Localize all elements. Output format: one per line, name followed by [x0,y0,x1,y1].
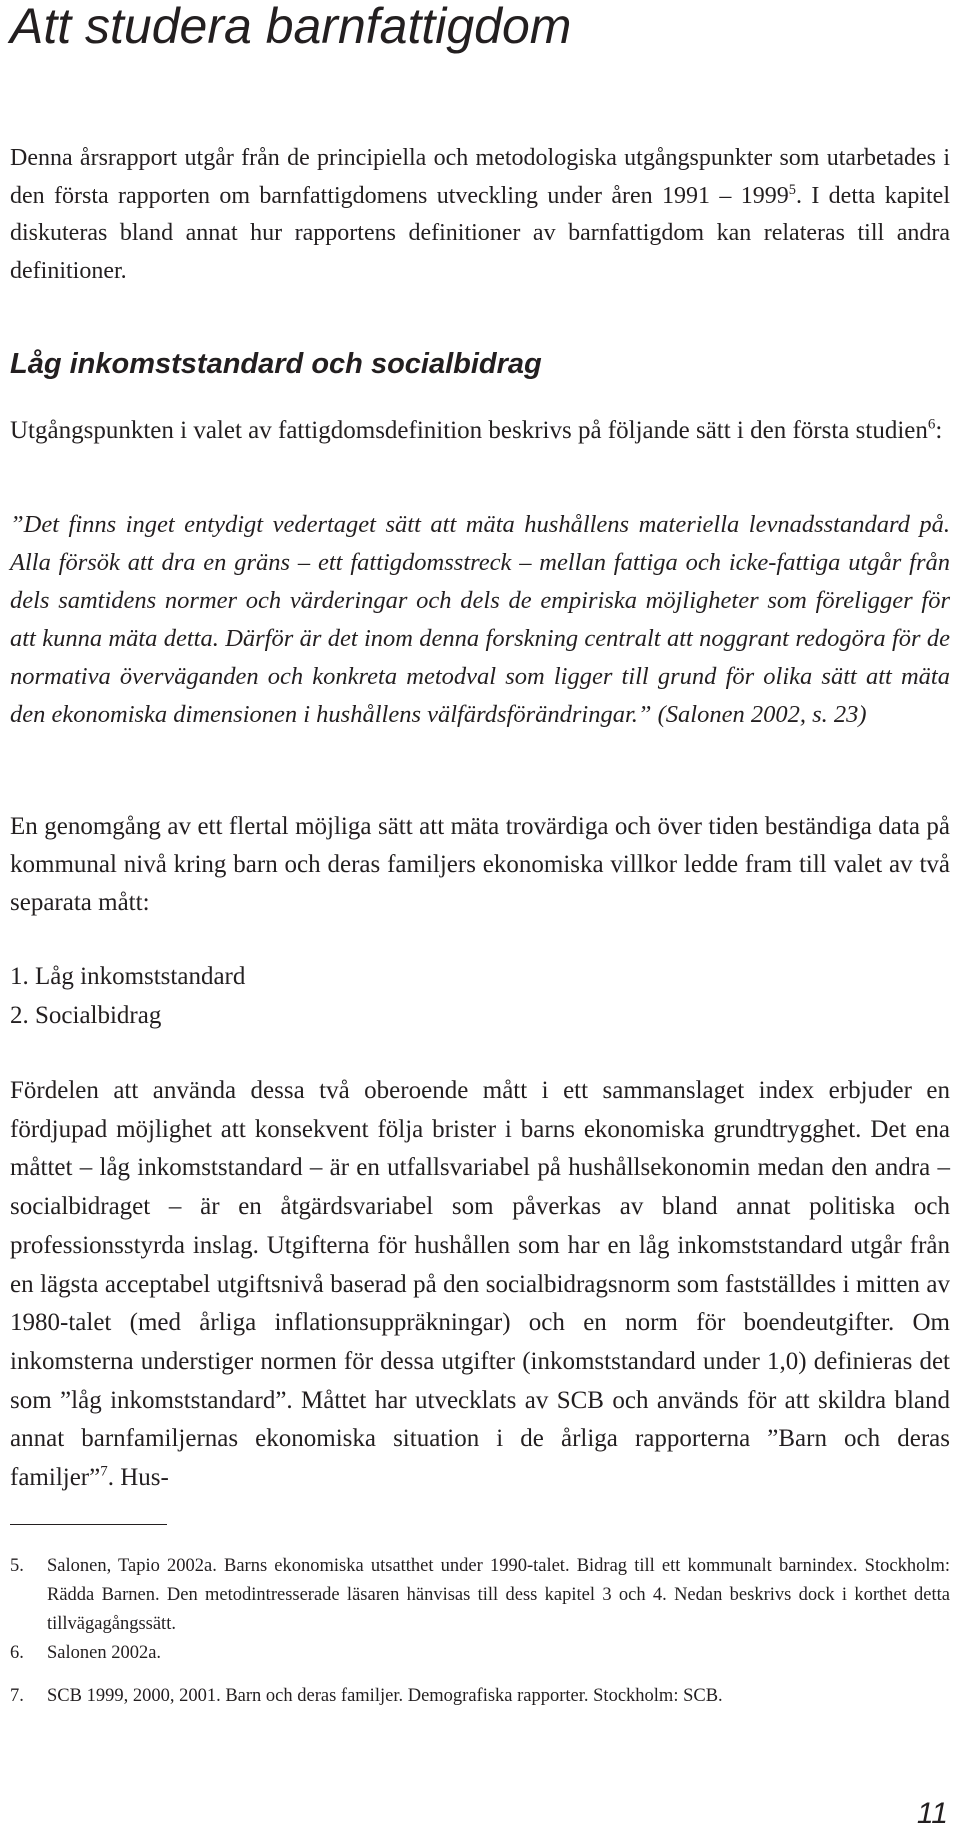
intro-text-part-1: Denna årsrapport utgår från de principiella och metodologiska utgångspunkter som utarbetades i den första rapporten om barnfattigdomens utveckling under åren 1991 – 1999 [10,145,950,209]
review-paragraph: En genomgång av ett flertal möjliga sätt att mäta trovärdiga och över tiden beständiga data på kommunal nivå kring barn och deras familjers ekonomiska villkor ledde fram till valet av två separata mått: [10,813,950,916]
list-item: 1. Låg inkomststandard [10,963,246,990]
measures-list [10,957,245,1035]
footnote-item [10,1682,950,1711]
footnote-ref-7: 7 [100,1463,108,1480]
advantage-text: Fördelen att använda dessa två oberoende mått i ett sammanslaget index erbjuder en fördjupad möjlighet att konsekvent följa brister i barns ekonomiska grundtrygghet. Det ena måttet – låg inkomststandard – är en utfallsvariabel på hushållsekonomin medan den andra – socialbidraget – är en åtgärdsvariabel som påverkas av bland annat politiska och professionsstyrda inslag. Utgifterna för hushållen som har en låg inkomststandard utgår från en lägsta acceptabel utgiftsnivå baserad på den socialbidragsnorm som fastställdes i mitten av 1980-talet (med årliga inflationsuppräkningar) och en norm för boendeutgifter. Om inkomsterna understiger normen för dessa utgifter (inkomststandard under 1,0) definieras det som ”låg inkomststandard”. Måttet har utvecklats av SCB och används för att skildra bland annat barnfamiljernas ekonomiska situation i de årliga rapporterna ”Barn och deras familjer” [10,1077,950,1492]
footnote-number: 5. [10,1556,24,1576]
page-number: 11 [916,1797,948,1830]
footnote-ref-5: 5 [788,181,796,198]
starting-point-text: Utgångspunkten i valet av fattigdomsdefinition beskrivs på följande sätt i den första studien [10,417,928,444]
footnote-text: SCB 1999, 2000, 2001. Barn och deras familjer. Demografiska rapporter. Stockholm: SCB. [47,1686,723,1706]
footnote-number: 7. [10,1686,24,1706]
footnote-text: Salonen 2002a. [47,1643,162,1663]
footnote-number: 6. [10,1643,24,1663]
intro-text-part-2: . I detta kapitel diskuteras bland annat hur rapportens definitioner av barnfattigdom kan relateras till andra definitioner. [10,182,950,284]
list-item: 2. Socialbidrag [10,1002,162,1029]
intro-paragraph [10,140,950,290]
block-quote: ”Det finns inget entydigt vedertaget sätt att mäta hushållens materiella levnadsstandard på. Alla försök att dra en gräns – ett fattigdomsstreck – mellan fattiga och icke-fattiga utgår från dels samtidens normer och värderingar och dels de empiriska möjligheter som föreligger för att kunna mäta detta. Därför är det inom denna forskning centralt att noggrant redogöra för de normativa överväganden och konkreta metodval som ligger till grund för olika sätt att mäta den ekonomiska dimensionen i hushållens välfärdsförändringar.” (Salonen 2002, s. 23) [10,511,950,728]
advantage-paragraph [10,1072,950,1498]
starting-point-colon: : [935,417,943,444]
footnote-item [10,1552,950,1639]
section-heading: Låg inkomststandard och socialbidrag [10,348,542,380]
footnote-divider [10,1524,167,1525]
footnote-text: Salonen, Tapio 2002a. Barns ekonomiska utsatthet under 1990-talet. Bidrag till ett kommunalt barnindex. Stockholm: Rädda Barnen. Den metodintresserade läsaren hänvisas till dess kapitel 3 och 4. Nedan beskrivs dock i korthet detta tillvägagångssätt. [47,1556,950,1634]
page-title: Att studera barnfattigdom [10,0,572,54]
advantage-text-end: . Hus- [107,1464,169,1492]
footnote-ref-6: 6 [927,416,936,433]
footnote-item [10,1639,950,1668]
starting-point-paragraph [10,412,950,450]
footnotes-list [10,1552,950,1711]
